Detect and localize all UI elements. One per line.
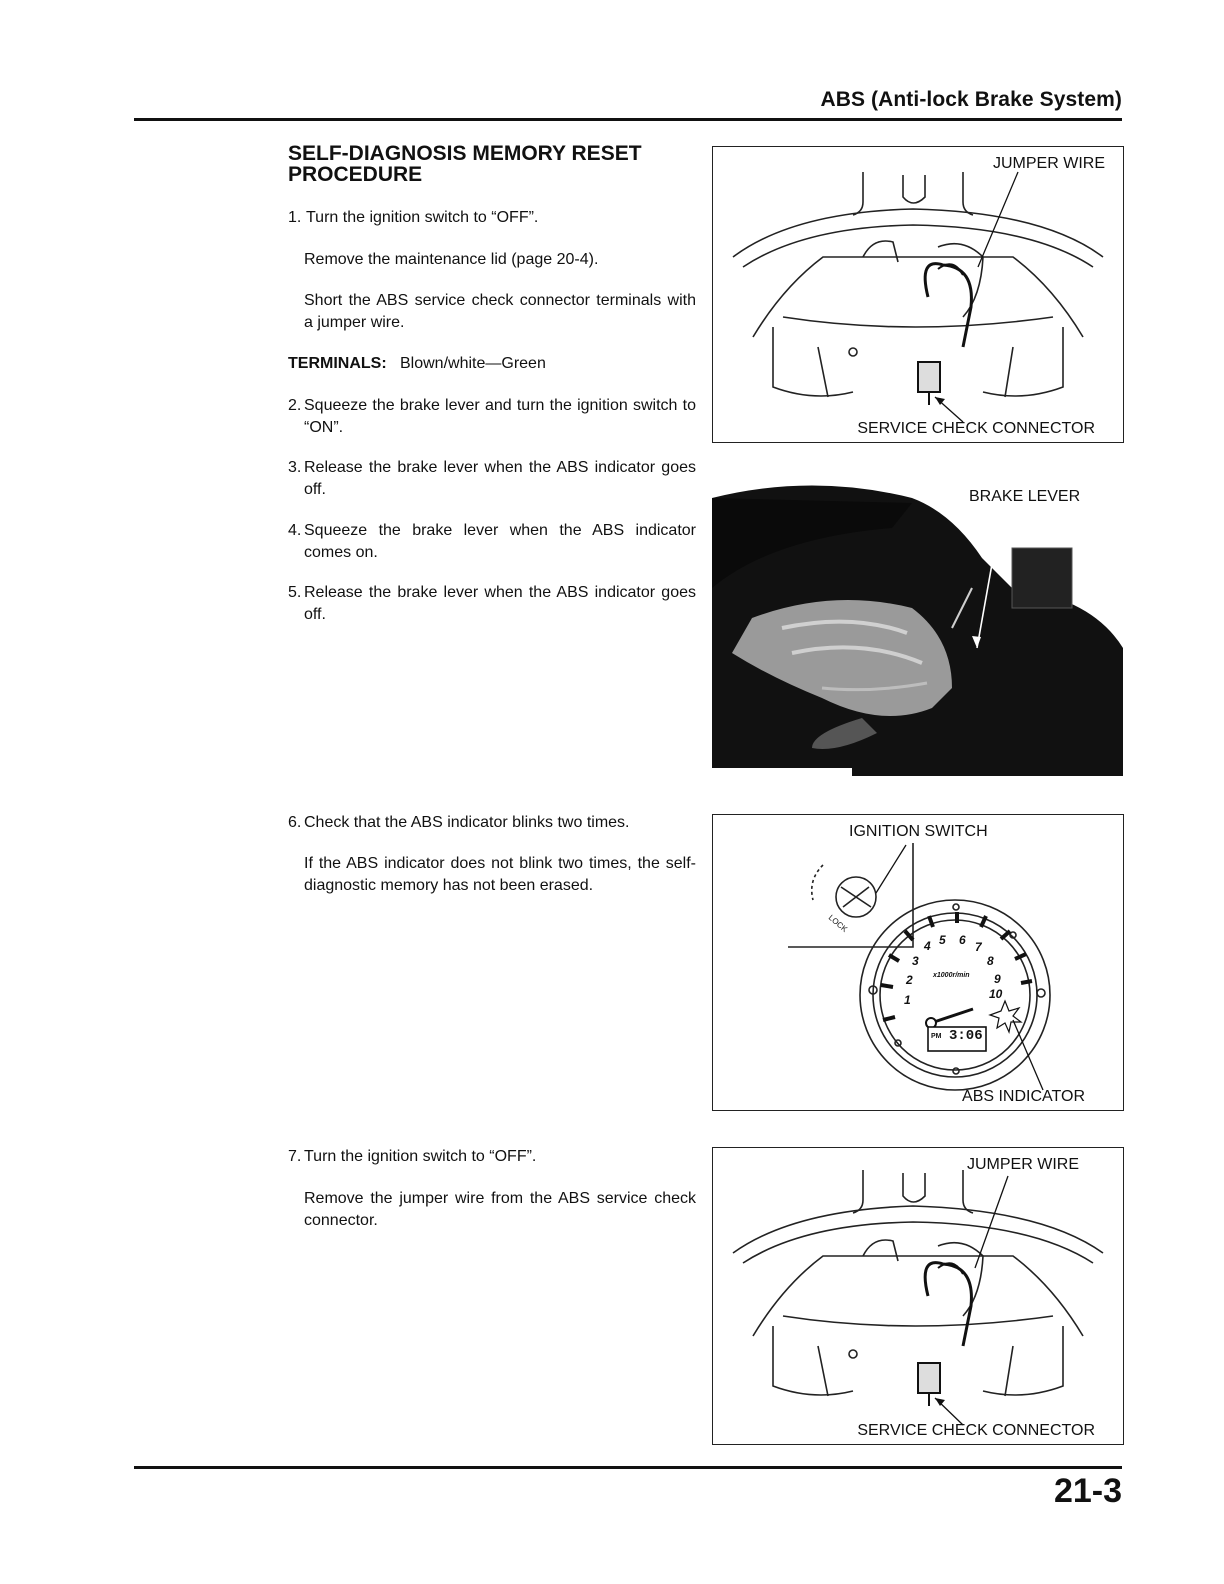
- step-number: 6.: [288, 814, 302, 831]
- connector-illustration: [713, 147, 1123, 442]
- note-not-blink: If the ABS indicator does not blink two times, the self-diagnostic memory has not been erased.: [304, 855, 696, 894]
- label-ignition-switch: IGNITION SWITCH: [849, 823, 988, 840]
- figure-jumper-wire-install: [712, 146, 1124, 443]
- note-short-terminals: Short the ABS service check connector terminals with a jumper wire.: [304, 292, 696, 331]
- connector-illustration: [713, 1148, 1123, 1444]
- tick-label-3: 3: [912, 954, 919, 968]
- header-rule: [134, 118, 1122, 121]
- note-remove-lid: Remove the maintenance lid (page 20-4).: [304, 251, 599, 268]
- tick-label-8: 8: [987, 954, 994, 968]
- page-number: 21-3: [1053, 1472, 1122, 1510]
- step-text: Squeeze the brake lever and turn the ignition switch to “ON”.: [304, 397, 696, 436]
- label-abs-indicator: ABS INDICATOR: [962, 1088, 1085, 1105]
- tick-label-9: 9: [994, 972, 1001, 986]
- step-text: Check that the ABS indicator blinks two times.: [304, 814, 630, 831]
- terminals-value: Blown/white—Green: [400, 355, 546, 372]
- step-4: [288, 520, 696, 564]
- note-remove-jumper: Remove the jumper wire from the ABS service check connector.: [304, 1190, 696, 1229]
- step-6: [288, 812, 698, 834]
- gauge-unit: x1000r/min: [933, 972, 970, 979]
- step-text: Turn the ignition switch to “OFF”.: [306, 209, 539, 226]
- figure-brake-lever-photo: [712, 478, 1123, 776]
- step-number: 4.: [288, 522, 302, 539]
- step-text: Turn the ignition switch to “OFF”.: [304, 1148, 537, 1165]
- tick-label-2: 2: [906, 973, 913, 987]
- step-1: [288, 207, 698, 229]
- label-brake-lever: BRAKE LEVER: [969, 488, 1081, 505]
- label-jumper-wire: JUMPER WIRE: [967, 1156, 1079, 1173]
- ignition-lock-text: LOCK: [826, 913, 850, 934]
- step-number: 1.: [288, 209, 302, 226]
- brake-lever-illustration: [712, 478, 1123, 776]
- step-text: Release the brake lever when the ABS indicator goes off.: [304, 459, 696, 498]
- step-number: 5.: [288, 584, 302, 601]
- tick-label-1: 1: [904, 993, 911, 1007]
- step-number: 7.: [288, 1148, 302, 1165]
- tick-label-5: 5: [939, 933, 946, 947]
- footer-rule: [134, 1466, 1122, 1469]
- step-3: [288, 457, 696, 501]
- section-title: SELF-DIAGNOSIS MEMORY RESET PROCEDURE: [288, 142, 642, 186]
- label-jumper-wire: JUMPER WIRE: [993, 155, 1105, 172]
- running-header: ABS (Anti-lock Brake System): [820, 88, 1122, 111]
- terminals-line: [288, 353, 698, 375]
- step-number: 3.: [288, 459, 302, 476]
- tick-label-6: 6: [959, 933, 966, 947]
- step-text: Squeeze the brake lever when the ABS indicator comes on.: [304, 522, 696, 561]
- label-service-check-connector: SERVICE CHECK CONNECTOR: [857, 1422, 1095, 1439]
- figure-jumper-wire-remove: [712, 1147, 1124, 1445]
- step-text: Release the brake lever when the ABS indicator goes off.: [304, 584, 696, 623]
- step-7: [288, 1146, 698, 1168]
- clock-prefix: PM: [931, 1033, 942, 1040]
- tick-label-7: 7: [975, 940, 982, 954]
- step-number: 2.: [288, 397, 302, 414]
- terminals-label: TERMINALS:: [288, 355, 387, 372]
- tick-label-4: 4: [924, 939, 931, 953]
- figure-meter-abs-indicator: [712, 814, 1124, 1111]
- tick-label-10: 10: [989, 987, 1003, 1001]
- step-5: [288, 582, 696, 626]
- clock-readout: 3:06: [949, 1028, 983, 1044]
- step-2: [288, 395, 696, 439]
- label-service-check-connector: SERVICE CHECK CONNECTOR: [857, 420, 1095, 437]
